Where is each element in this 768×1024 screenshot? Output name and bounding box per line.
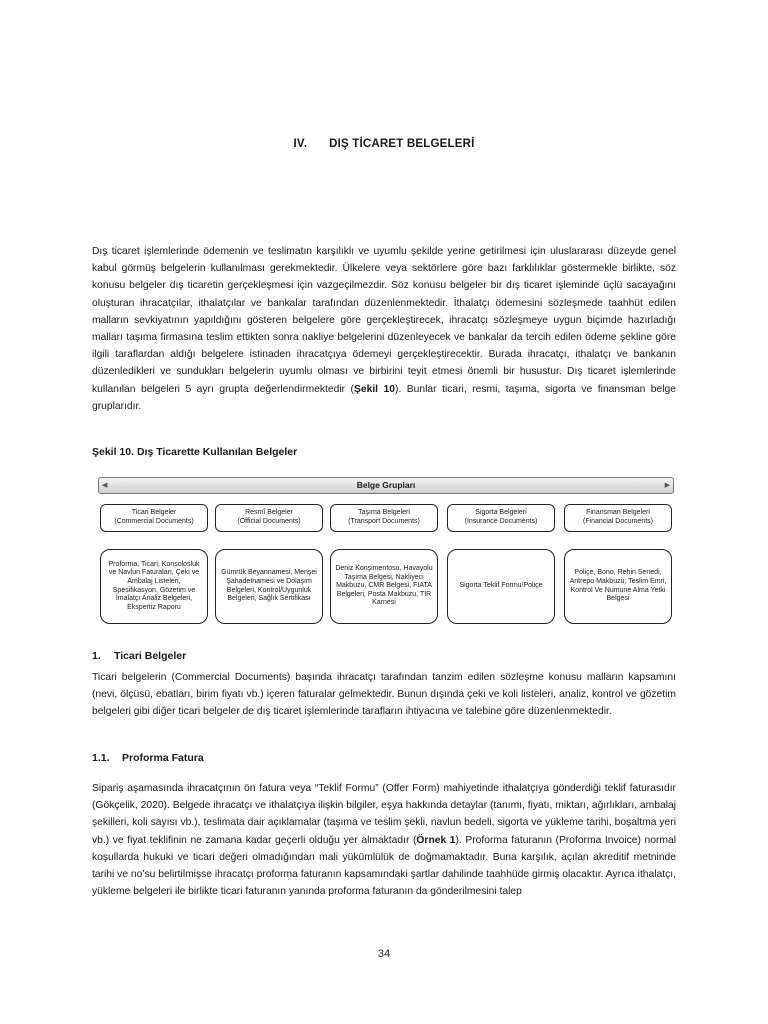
figure-reference: Şekil 10	[354, 383, 396, 395]
chapter-title-text: DIŞ TİCARET BELGELERİ	[329, 138, 475, 150]
detail-box-commercial: Proforma, Ticari, Konsolosluk ve Navlun Faturaları, Çeki ve Ambalaj Listeleri, Spesifikasyon, Gözetim ve İmalatçı Analiz Belgeleri, Ekspertiz Raporu	[100, 549, 208, 624]
figure-caption: Şekil 10. Dış Ticarette Kullanılan Belgeler	[92, 446, 298, 458]
category-box-insurance: Sigorta Belgeleri (Insurance Documents)	[447, 504, 555, 532]
diagram-header-label: Belge Grupları	[356, 480, 416, 490]
example-reference: Örnek 1	[416, 834, 456, 846]
chapter-number: IV.	[293, 138, 308, 150]
diagram-header-bar	[98, 477, 674, 494]
section-1-paragraph: Ticari belgelerin (Commercial Documents) başında ihracatçı tarafından tanzim edilen sözleşme konusu malların kapsamını (nevi, ölçüsü, ebatları, birim fiyatı vb.) içeren faturalar gelmektedir. Bunun dışında çeki ve koli listeleri, analiz, kontrol ve gözetim belgeleri gibi diğer ticari belgeler de dış ticaret işlemlerinde tarafların ihtiyacına ve talebine göre düzenlenmektedir.	[92, 672, 676, 718]
section-1-heading: 1. Ticari Belgeler	[92, 650, 187, 662]
section-1-1-heading: 1.1. Proforma Fatura	[92, 752, 204, 764]
document-groups-diagram	[98, 477, 674, 627]
page-number: 34	[377, 948, 391, 960]
category-box-transport: Taşıma Belgeleri (Transport Documents)	[330, 504, 438, 532]
chapter-title	[0, 138, 768, 150]
category-box-commercial: Ticari Belgeler (Commercial Documents)	[100, 504, 208, 532]
detail-box-official: Gümrük Beyannamesi, Menşei Şahadetnamesi ve Dolaşım Belgeleri, Kontrol/Uygunluk Belgeleri, Sağlık Sertifikası	[215, 549, 323, 624]
triangle-right-icon: ▶	[664, 482, 670, 489]
category-box-official: Resmî Belgeler (Official Documents)	[215, 504, 323, 532]
detail-box-insurance: Sigorta Teklif Formu/Poliçe	[447, 549, 555, 624]
triangle-left-icon: ◀	[102, 482, 108, 489]
section-1-1-paragraph: Sipariş aşamasında ihracatçının ön fatura veya “Teklif Formu” (Offer Form) mahiyetinde ithalatçıya gönderdiği teklif faturasıdır (Gökçelik, 2020). Belgede ihracatçı ve ithalatçıya ilişkin bilgiler, eşya hakkında detaylar (tanımı, fiyatı, miktarı, ağırlıkları, ambalaj şekilleri, koli sayısı vb.), teslimata dair açıklamalar (taşıma ve teslim şekli, navlun bedeli, sigorta ve yükleme tarihi, boşaltma yeri vb.) ve fiyat teklifinin ne zamana kadar geçerli olduğu yer almaktadır (Örnek 1). Proforma faturanın (Proforma Invoice) normal koşullarda hukuki ve ticari değeri olmadığından mali yükümlülük de doğmamaktadır. Buna karşılık, açılan akreditif metninde tarihi ve no’su belirtilmişse ihracatçı proforma faturanın kapsamındaki şartlar dahilinde taahhüde girmiş olacaktır. Ayrıca ithalatçı, yükleme belgeleri ile birlikte ticari faturanın yanında proforma faturanın da gönderilmesini talep	[92, 783, 676, 898]
category-box-financial: Finansman Belgeleri (Financial Documents)	[564, 504, 672, 532]
detail-box-financial: Poliçe, Bono, Rehin Senedi, Antrepo Makbuzu, Teslim Emri, Kontrol Ve Numune Alma Yetki Belgesi	[564, 549, 672, 624]
intro-paragraph: Dış ticaret işlemlerinde ödemenin ve teslimatın karşılıklı ve uyumlu şekilde yerine getirilmesi için uluslararası düzeyde genel kabul görmüş belgelerin kullanılması gerekmektedir. Ülkelere veya sektörlere göre bazı farklılıklar göstermekle birlikte, söz konusu belgeler dış ticaretin gerçekleşmesi için vazgeçilmezdir. Söz konusu belgeler bir dış ticaret işleminde üçlü sacayağını oluşturan ihracatçılar, ithalatçılar ve bankalar tarafından düzenlenmektedir. İthalatçı ödemesini sözleşmede taahhüt edilen malların sevkiyatının yapıldığını gösteren belgelere göre gerçekleştirecek, ihracatçı sözleşmeye uygun biçimde hazırladığı malları taşıma firmasına teslim ettikten sonra nakliye belgelerini düzenleyecek ve bankalar da tercih edilen ödeme şekline göre ilgili taraflardan aldığı belgelere istinaden ihracatçıya ödemeyi gerçekleştirecektir. Burada ihracatçı, ithalatçı ve bankanın düzenledikleri ve sundukları belgelerin uyumlu olması ve birbirini teyit etmesi önemli bir husustur. Dış ticaret işlemlerinde kullanılan belgeleri 5 ayrı grupta değerlendirmektedir (Şekil 10). Bunlar ticari, resmi, taşıma, sigorta ve finansman belge gruplarıdır.	[92, 246, 676, 412]
detail-box-transport: Deniz Konşimentosu, Havayolu Taşıma Belgesi, Nakliyeci Makbuzu, CMR Belgesi, FIATA Belgeleri, Posta Makbuzu, TIR Karnesi	[330, 549, 438, 624]
